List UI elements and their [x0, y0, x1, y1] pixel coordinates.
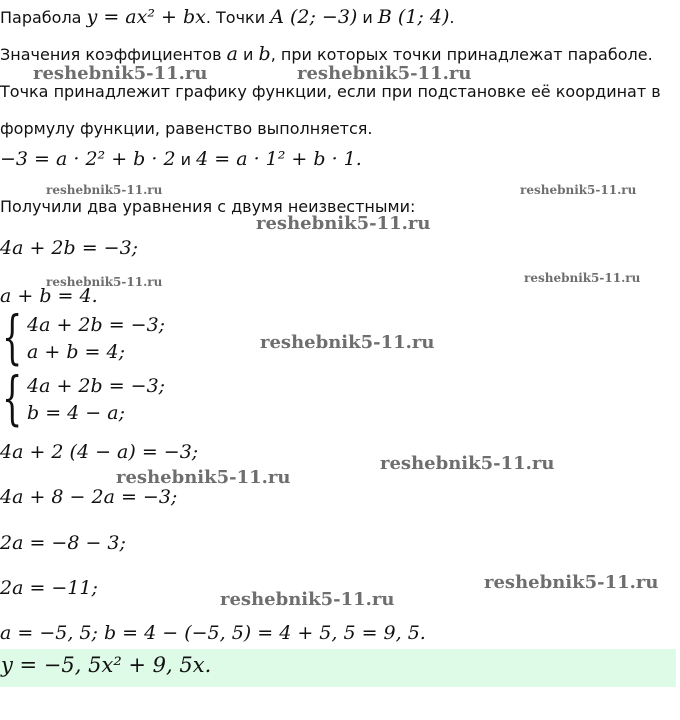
explanation-line-1: Точка принадлежит графику функции, если при подстановке её координат в [0, 82, 661, 101]
explanation-line-2: формулу функции, равенство выполняется. [0, 119, 373, 138]
watermark: reshebnik5-11.ru [46, 275, 163, 289]
equation-b: a + b = 4. [0, 285, 98, 307]
substitution-eq-2: 4 = a · 1² + b · 1. [196, 148, 362, 170]
watermark: reshebnik5-11.ru [380, 453, 555, 474]
substitution-line [0, 148, 362, 170]
watermark: reshebnik5-11.ru [524, 271, 641, 285]
two-equations-text: Получили два уравнения с двумя неизвестными: [0, 197, 416, 216]
equation-a: 4a + 2b = −3; [0, 237, 139, 259]
point-a: A (2; −3) [270, 6, 358, 28]
watermark: reshebnik5-11.ru [484, 572, 659, 593]
system2-row-2: b = 4 − a; [27, 402, 125, 424]
coef-b: b [258, 43, 271, 65]
equation-system-1 [0, 303, 200, 372]
watermark: reshebnik5-11.ru [116, 467, 291, 488]
conj-and: и [362, 8, 373, 27]
watermark: reshebnik5-11.ru [46, 183, 163, 197]
watermark: reshebnik5-11.ru [33, 63, 208, 84]
watermark: reshebnik5-11.ru [520, 183, 637, 197]
problem-text-points: . Точки [205, 8, 266, 27]
solution-step-3: 2a = −8 − 3; [0, 532, 126, 554]
answer-equation: y = −5, 5x² + 9, 5x. [1, 653, 212, 677]
period: . [449, 8, 455, 27]
question-line [0, 43, 653, 65]
watermark: reshebnik5-11.ru [220, 589, 395, 610]
conj-and: и [180, 150, 192, 169]
coef-a: a [226, 43, 238, 65]
point-b: B (1; 4) [377, 6, 450, 28]
watermark: reshebnik5-11.ru [256, 213, 431, 234]
equation-system-2 [0, 364, 200, 433]
answer-box [0, 649, 676, 687]
parabola-equation: y = ax² + bx [86, 6, 206, 28]
system1-row-2: a + b = 4; [27, 341, 125, 363]
solution-step-2: 4a + 8 − 2a = −3; [0, 486, 178, 508]
system2-row-1: 4a + 2b = −3; [27, 375, 166, 397]
solution-step-4: 2a = −11; [0, 577, 98, 599]
system1-row-1: 4a + 2b = −3; [27, 314, 166, 336]
watermark: reshebnik5-11.ru [297, 63, 472, 84]
solution-step-5: a = −5, 5; b = 4 − (−5, 5) = 4 + 5, 5 = 9, 5. [0, 622, 426, 644]
substitution-eq-1: −3 = a · 2² + b · 2 [0, 148, 176, 170]
problem-text: Парабола [0, 8, 82, 27]
brace-icon: { [2, 303, 23, 371]
watermark: reshebnik5-11.ru [260, 332, 435, 353]
brace-icon: { [2, 364, 23, 432]
conj-and: и [243, 45, 254, 64]
problem-statement [0, 6, 454, 28]
question-text-end: , при которых точки принадлежат параболе. [270, 45, 653, 64]
solution-step-1: 4a + 2 (4 − a) = −3; [0, 441, 199, 463]
question-text: Значения коэффициентов [0, 45, 222, 64]
